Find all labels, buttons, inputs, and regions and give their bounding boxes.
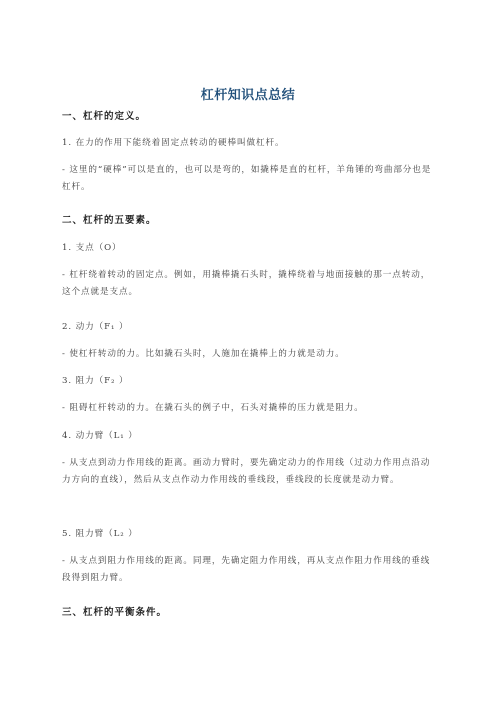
item-effort-arm-label: 4. 动力臂（L₁ ） xyxy=(62,431,138,441)
document-title: 杠杆知识点总结 xyxy=(200,88,296,103)
item-fulcrum-label: 1. 支点（O） xyxy=(62,243,122,253)
item-resistance-force-label: 3. 阻力（F₂ ） xyxy=(62,376,129,386)
section-1-paragraph-2: - 这里的“硬棒”可以是直的，也可以是弯的，如撬棒是直的杠杆，羊角锤的弯曲部分也是杠杆。 xyxy=(62,165,432,192)
item-resistance-arm-desc: - 从支点到阻力作用线的距离。同理，先确定阻力作用线，再从支点作阻力作用线的垂线段得到阻力臂。 xyxy=(62,556,431,583)
item-effort-force-desc: - 使杠杆转动的力。比如撬石头时，人施加在撬棒上的力就是动力。 xyxy=(62,349,345,359)
item-effort-arm-desc: - 从支点到动力作用线的距离。画动力臂时，要先确定动力的作用线（过动力作用点沿动力方向的直线），然后从支点作动力作用线的垂线段，垂线段的长度就是动力臂。 xyxy=(62,458,431,485)
section-1-paragraph-1: 1. 在力的作用下能绕着固定点转动的硬棒叫做杠杆。 xyxy=(62,138,285,148)
section-2-heading: 二、杠杆的五要素。 xyxy=(62,215,157,226)
item-effort-force-label: 2. 动力（F₁ ） xyxy=(62,322,129,332)
item-fulcrum-desc: - 杠杆绕着转动的固定点。例如，用撬棒撬石头时，撬棒绕着与地面接触的那一点转动，这个点就是支点。 xyxy=(62,270,431,297)
item-resistance-arm-label: 5. 阻力臂（L₂ ） xyxy=(62,529,138,539)
item-resistance-force-desc: - 阻碍杠杆转动的力。在撬石头的例子中，石头对撬棒的压力就是阻力。 xyxy=(62,403,364,413)
section-3-heading: 三、杠杆的平衡条件。 xyxy=(62,607,168,618)
section-1-heading: 一、杠杆的定义。 xyxy=(62,111,147,122)
